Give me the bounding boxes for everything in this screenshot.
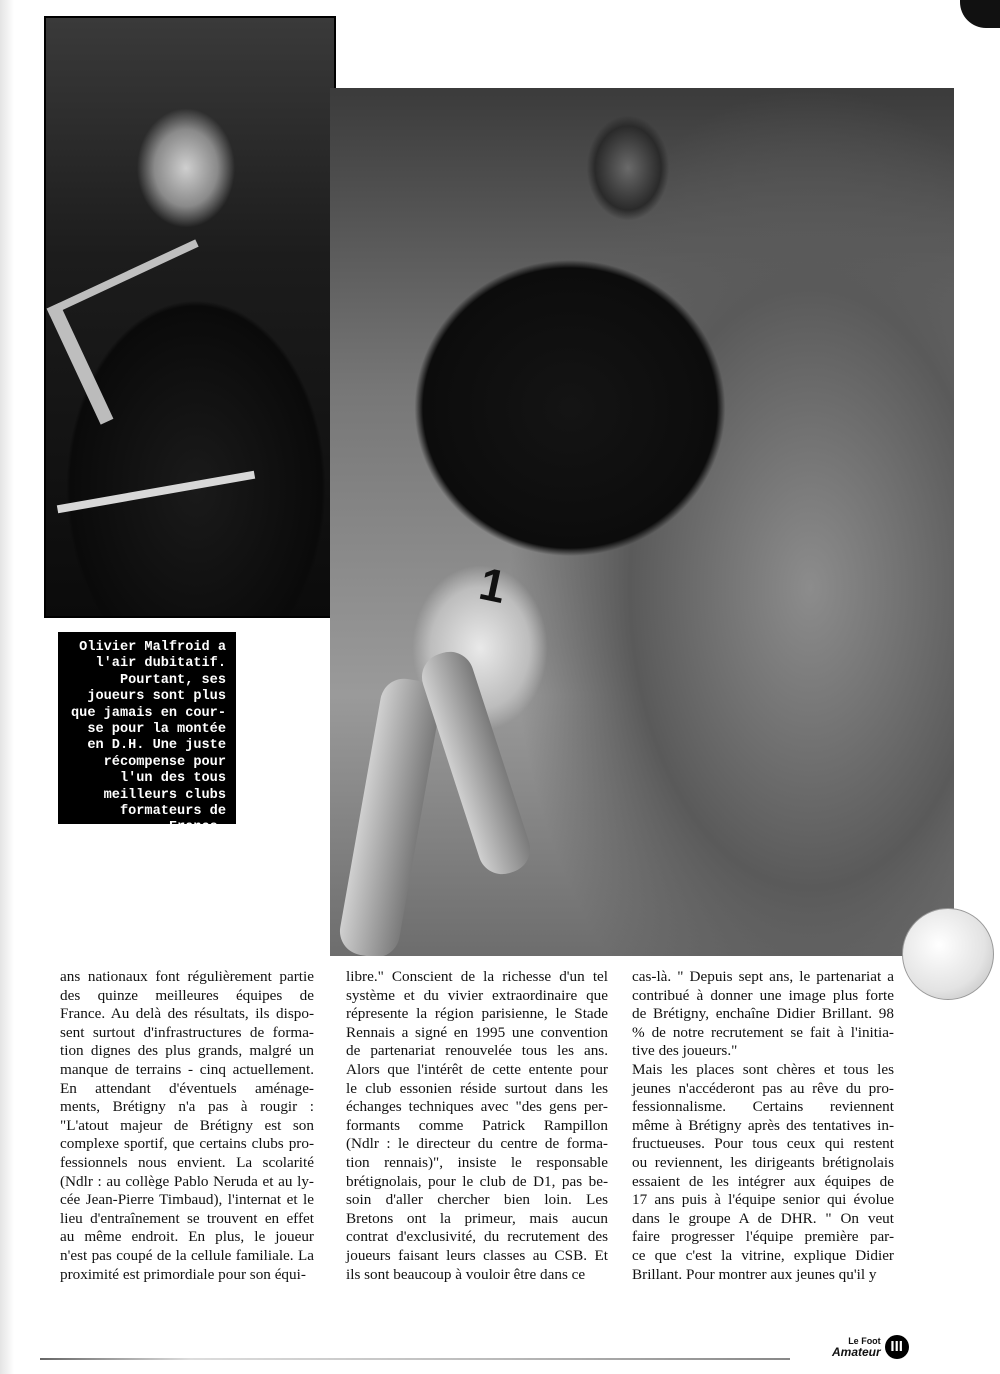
column-line: Brillant. Pour montrer aux jeunes qu'il y <box>632 1265 877 1283</box>
text-column-3 <box>632 968 894 1284</box>
caption-line: en D.H. Une juste <box>87 738 226 754</box>
logo-wordmark <box>832 1336 881 1358</box>
column-line: (Ndlr : le directeur du centre de forma- <box>346 1135 608 1153</box>
column-line: En attendant d'éventuels aménage- <box>60 1079 314 1097</box>
column-line: ils sont beaucoup à vouloir être dans ce <box>346 1265 586 1283</box>
photo-caption <box>58 632 236 836</box>
column-line: même à Brétigny après des tentatives in- <box>632 1116 894 1134</box>
scan-edge <box>0 0 14 1374</box>
caption-line: récompense pour <box>103 754 226 770</box>
column-line: n'est pas coupé de la cellule familiale. La <box>60 1246 314 1264</box>
column-line: contrat d'exclusivité, du recrutement des <box>346 1228 608 1246</box>
column-line: libre." Conscient de la richesse d'un tel <box>346 968 608 985</box>
coach-photo <box>44 16 336 618</box>
column-line: manque de terrains - cinq actuellement. <box>60 1060 314 1078</box>
column-line: fessionnalisme. Certains reviennent <box>632 1098 894 1116</box>
player-leg <box>416 646 537 881</box>
text-column-2 <box>346 968 608 1284</box>
column-line: fessionnels nous envient. La scolarité <box>60 1153 314 1171</box>
column-line: contribué à donner une image plus forte <box>632 986 894 1004</box>
column-line: tion rennais)", insiste le responsable <box>346 1153 608 1171</box>
caption-line: France. <box>168 820 226 836</box>
column-line: tion dignes des plus grands, malgré un <box>60 1042 314 1060</box>
caption-line: se pour la montée <box>87 722 226 738</box>
column-line: ans nationaux font régulièrement partie <box>60 968 314 985</box>
shorts-number: 1 <box>474 556 511 614</box>
column-line: au même endroit. En plus, le joueur <box>60 1228 314 1246</box>
column-line: répresente la région parisienne, le Stade <box>346 1005 608 1023</box>
column-line: France. Au delà des résultats, ils dispo- <box>60 1005 314 1023</box>
column-line: 17 ans puis à l'équipe senior qui évolue <box>632 1191 894 1209</box>
column-line: échanges techniques avec "des gens per- <box>346 1098 608 1116</box>
page-number: III <box>885 1335 909 1359</box>
caption-line: Pourtant, ses <box>119 672 226 688</box>
football-graphic <box>902 908 994 1000</box>
column-line: ce que c'est la vitrine, explique Didier <box>632 1246 894 1264</box>
column-line: ou reviennent, les dirigeants brétignolais <box>632 1153 894 1171</box>
column-line: lieu d'entraînement se trouvent en effet <box>60 1209 314 1227</box>
column-line: joueurs faisant leurs classes au CSB. Et <box>346 1246 608 1264</box>
column-line: de partenariat renouvelée tous les ans. <box>346 1042 608 1060</box>
column-line: dans le groupe A de DHR. " On veut <box>632 1209 894 1227</box>
column-line: cée Jean-Pierre Timbaud), l'internat et le <box>60 1191 314 1209</box>
column-line: le club essonien réside surtout dans les <box>346 1079 608 1097</box>
column-line: proximité est primordiale pour son équi- <box>60 1265 306 1283</box>
column-line: Mais les places sont chères et tous les <box>632 1060 894 1078</box>
player-leg <box>336 675 444 956</box>
magazine-logo <box>832 1335 909 1359</box>
column-line: (Ndlr : au collège Pablo Neruda et au ly- <box>60 1172 314 1190</box>
caption-line: joueurs sont plus <box>87 689 226 705</box>
caption-line: que jamais en cour- <box>71 705 226 721</box>
column-line: cas-là. " Depuis sept ans, le partenariat a <box>632 968 894 985</box>
caption-line: meilleurs clubs <box>103 787 226 803</box>
column-line: des quinze meilleures équipes de <box>60 986 314 1004</box>
scan-bottom-line <box>40 1358 790 1360</box>
column-line: "L'atout majeur de Brétigny est son <box>60 1116 314 1134</box>
column-line: brétignolais, pour le club de D1, pas be- <box>346 1172 608 1190</box>
column-line: soin d'aller chercher bien loin. Les <box>346 1191 608 1209</box>
caption-line: l'air dubitatif. <box>95 656 226 672</box>
column-line: formants comme Patrick Rampillon <box>346 1116 608 1134</box>
column-line: Rennais a signé en 1995 une convention <box>346 1023 608 1041</box>
column-line: sent surtout d'infrastructures de forma- <box>60 1023 314 1041</box>
column-line: faire progresser l'équipe première par- <box>632 1228 894 1246</box>
column-line: Bretons ont la primeur, mais aucun <box>346 1209 608 1227</box>
column-line: % de notre recrutement se fait à l'initia- <box>632 1023 894 1041</box>
column-line: jeunes n'accéderont pas au rêve du pro- <box>632 1079 894 1097</box>
column-line: complexe sportif, que certains clubs pro- <box>60 1135 314 1153</box>
coach-jacket-collar <box>47 239 250 424</box>
column-line: tive des joueurs." <box>632 1042 738 1060</box>
column-line: Alors que l'intérêt de cette entente pour <box>346 1060 608 1078</box>
column-line: essaient de les intégrer aux équipes de <box>632 1172 894 1190</box>
logo-small-text: Le Foot <box>848 1336 881 1346</box>
scan-corner <box>960 0 1000 28</box>
player-photo <box>330 88 954 956</box>
text-column-1 <box>60 968 314 1284</box>
caption-line: l'un des tous <box>119 771 226 787</box>
logo-big-text: Amateur <box>832 1345 881 1359</box>
column-line: de Brétigny, enchaîne Didier Brillant. 98 <box>632 1005 894 1023</box>
column-line: fructueuses. Pour tous ceux qui restent <box>632 1135 894 1153</box>
column-line: système et du vivier extraordinaire que <box>346 986 608 1004</box>
column-line: ments, Brétigny n'a pas à rougir : <box>60 1098 314 1116</box>
coach-jacket-stripe <box>57 471 255 514</box>
caption-line: formateurs de <box>119 804 226 820</box>
caption-line: Olivier Malfroid a <box>79 640 226 655</box>
